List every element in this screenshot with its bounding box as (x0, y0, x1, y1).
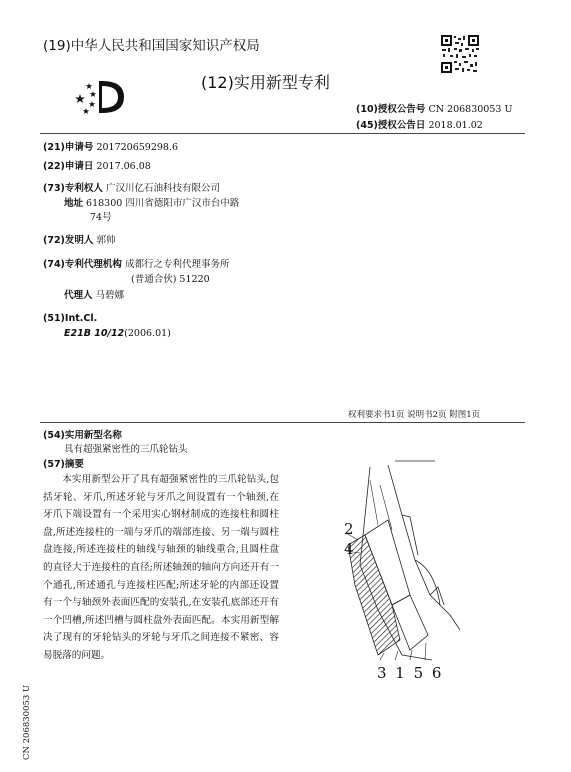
application-number-label: (21)申请号 (43, 142, 94, 153)
publication-number: CN 206830053 U (428, 104, 513, 115)
address-label: 地址 (64, 198, 84, 209)
header-divider (40, 133, 525, 134)
agency-row (43, 258, 229, 271)
address-line-2: 74号 (90, 212, 112, 223)
abstract-label: (57)摘要 (43, 459, 84, 470)
patentee-row (43, 182, 220, 195)
document-type: (12)实用新型专利 (201, 73, 330, 92)
publication-number-row (356, 103, 512, 116)
office-name: (19)中华人民共和国国家知识产权局 (43, 38, 260, 54)
abstract-text: 本实用新型公开了具有超强紧密性的三爪轮钻头,包括牙轮、牙爪,所述牙轮与牙爪之间设置有一个轴颈,在牙爪下端设置有一个采用实心钢材制成的连接柱和圆柱盘,所述连接柱的一端与牙爪的端部连接、另一端与圆柱盘连接,所述连接柱的轴线与轴颈的轴线重合,且圆柱盘的直径大于连接柱的直径;所述轴颈的轴向方向还开有一个通孔,所述通孔与连接柱匹配;所述牙轮的内部还设置有一个与轴颈外表面匹配的安装孔,在安装孔底部还开有一个凹槽,所述凹槽与圆柱盘外表面匹配。本实用新型解决了现有的牙轮钻头的牙轮与牙爪之间连接不紧密、容易脱落的问题。 (43, 474, 279, 661)
publication-number-label: (10)授权公告号 (356, 104, 426, 115)
filing-date-row (43, 160, 151, 173)
filing-date-label: (22)申请日 (43, 161, 94, 172)
filing-date: 2017.06.08 (96, 161, 151, 172)
agent-row (64, 289, 124, 302)
address-line-1: 618300 四川省德阳市广汉市台中路 (86, 198, 240, 209)
agency-line-2: (普通合伙) 51220 (131, 274, 210, 285)
publication-date-label: (45)授权公告日 (356, 120, 426, 131)
utility-model-title: 具有超强紧密性的三爪轮钻头 (64, 444, 188, 455)
page-counts: 权利要求书1页 说明书2页 附图1页 (348, 410, 481, 420)
inventor-label: (72)发明人 (43, 235, 94, 246)
agent-label: 代理人 (64, 290, 93, 301)
patentee: 广汉川亿石油科技有限公司 (105, 183, 220, 194)
ipc-year: (2006.01) (124, 328, 171, 339)
application-number: 201720659298.6 (96, 142, 179, 153)
inventor-row (43, 234, 115, 247)
cnipa-logo (72, 78, 130, 116)
section-divider (40, 422, 525, 423)
figure-label-4: 4 (344, 540, 354, 558)
title-label: (54)实用新型名称 (43, 430, 122, 441)
agency-line-1: 成都行之专利代理事务所 (124, 259, 230, 270)
figure-label-bottom: 3 1 5 6 (377, 664, 444, 682)
address-row (64, 197, 239, 210)
agent: 马碧娜 (95, 290, 125, 301)
qr-code (440, 34, 480, 74)
ipc-label: (51)Int.Cl. (43, 313, 98, 324)
application-number-row (43, 141, 178, 154)
patentee-label: (73)专利权人 (43, 183, 103, 194)
agency-label: (74)专利代理机构 (43, 259, 122, 270)
figure-label-2: 2 (344, 520, 354, 538)
publication-date-row (356, 119, 483, 132)
publication-date: 2018.01.02 (428, 120, 483, 131)
ipc-classification (64, 327, 171, 340)
ipc-code: E21B 10/12 (64, 328, 125, 339)
inventor: 郭帅 (96, 235, 116, 246)
drill-bit-drawing (340, 455, 500, 685)
side-publication-number: CN 206830053 U (22, 684, 32, 760)
